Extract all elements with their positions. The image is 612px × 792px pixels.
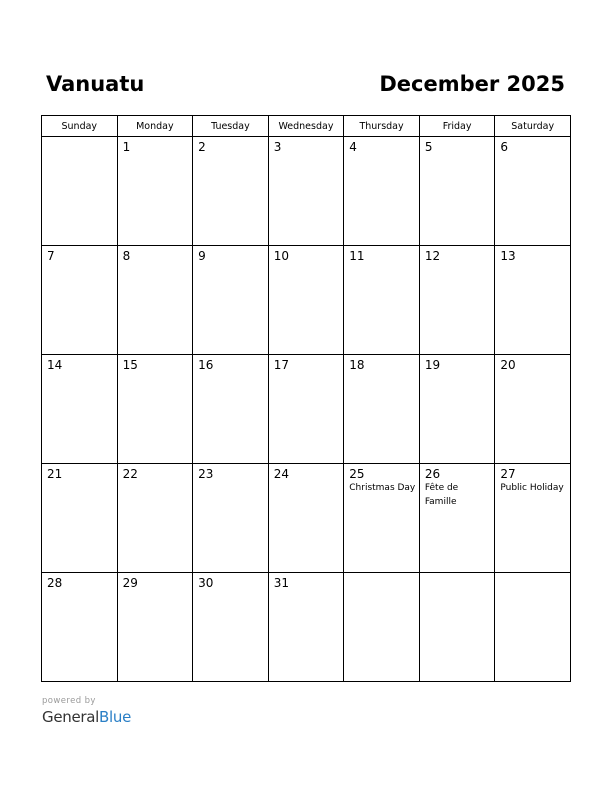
logo-general-text: General bbox=[42, 708, 100, 726]
day-number: 15 bbox=[122, 358, 138, 372]
day-cell bbox=[193, 573, 269, 682]
day-cell bbox=[344, 573, 420, 682]
day-cell bbox=[193, 355, 269, 464]
day-number: 31 bbox=[273, 576, 289, 590]
day-number: 16 bbox=[198, 358, 214, 372]
day-number: 3 bbox=[273, 140, 282, 154]
day-number: 17 bbox=[273, 358, 289, 372]
day-number: 28 bbox=[47, 576, 63, 590]
generalblue-branding bbox=[42, 696, 131, 727]
day-cell bbox=[419, 464, 495, 573]
day-cell bbox=[117, 573, 193, 682]
day-cell bbox=[193, 464, 269, 573]
day-cell bbox=[117, 355, 193, 464]
week-row bbox=[42, 464, 571, 573]
day-number: 2 bbox=[198, 140, 206, 154]
day-cell bbox=[344, 355, 420, 464]
day-cell bbox=[419, 573, 495, 682]
day-number: 19 bbox=[424, 358, 441, 372]
day-number: 24 bbox=[273, 467, 289, 481]
day-number: 12 bbox=[424, 249, 441, 263]
day-cell bbox=[42, 573, 118, 682]
day-number: 11 bbox=[349, 249, 365, 263]
weekday-header-saturday: Saturday bbox=[495, 116, 571, 137]
day-cell bbox=[193, 246, 269, 355]
month-year-title: December 2025 bbox=[379, 72, 565, 96]
day-number: 8 bbox=[122, 249, 131, 263]
day-number: 21 bbox=[47, 467, 63, 481]
holiday-label-public-holiday: Public Holiday bbox=[500, 483, 564, 493]
day-number: 5 bbox=[424, 140, 433, 154]
day-cell bbox=[344, 246, 420, 355]
day-cell bbox=[495, 246, 571, 355]
week-row bbox=[42, 355, 571, 464]
day-number: 23 bbox=[198, 467, 214, 481]
day-cell bbox=[344, 137, 420, 246]
weekday-header-wednesday: Wednesday bbox=[268, 116, 344, 137]
day-number: 4 bbox=[349, 140, 357, 154]
day-number: 13 bbox=[500, 249, 516, 263]
holiday-label-fete-de-famille: Fête de Famille bbox=[424, 483, 459, 507]
generalblue-logo bbox=[42, 707, 131, 727]
day-cell bbox=[193, 137, 269, 246]
day-cell bbox=[42, 355, 118, 464]
weekday-header-tuesday: Tuesday bbox=[193, 116, 269, 137]
day-number: 26 bbox=[424, 467, 441, 481]
day-number: 25 bbox=[349, 467, 365, 481]
day-cell bbox=[419, 246, 495, 355]
weekday-header-friday: Friday bbox=[419, 116, 495, 137]
day-number: 1 bbox=[122, 140, 131, 154]
day-cell bbox=[42, 137, 118, 246]
country-title: Vanuatu bbox=[46, 72, 145, 96]
week-row bbox=[42, 573, 571, 682]
day-number: 27 bbox=[500, 467, 516, 481]
day-number: 9 bbox=[198, 249, 206, 263]
week-row bbox=[42, 137, 571, 246]
day-number: 18 bbox=[349, 358, 365, 372]
day-cell bbox=[42, 246, 118, 355]
day-cell bbox=[268, 137, 344, 246]
day-cell bbox=[495, 355, 571, 464]
day-cell bbox=[419, 355, 495, 464]
weekday-header-sunday: Sunday bbox=[42, 116, 118, 137]
day-number: 22 bbox=[122, 467, 138, 481]
day-cell bbox=[268, 355, 344, 464]
calendar-grid bbox=[41, 115, 571, 682]
day-cell bbox=[117, 464, 193, 573]
day-cell bbox=[42, 464, 118, 573]
day-number: 14 bbox=[47, 358, 63, 372]
day-cell bbox=[268, 246, 344, 355]
holiday-label-christmas: Christmas Day bbox=[349, 483, 416, 493]
day-cell bbox=[495, 137, 571, 246]
day-cell bbox=[268, 573, 344, 682]
day-cell bbox=[344, 464, 420, 573]
powered-by-text: powered by bbox=[42, 696, 96, 706]
day-cell bbox=[117, 246, 193, 355]
weekday-header-thursday: Thursday bbox=[344, 116, 420, 137]
day-cell bbox=[495, 573, 571, 682]
day-cell bbox=[419, 137, 495, 246]
day-number: 10 bbox=[273, 249, 289, 263]
weekday-header-row bbox=[42, 116, 571, 137]
day-cell bbox=[495, 464, 571, 573]
day-number: 30 bbox=[198, 576, 214, 590]
day-number: 7 bbox=[47, 249, 55, 263]
day-cell bbox=[268, 464, 344, 573]
week-row bbox=[42, 246, 571, 355]
day-cell bbox=[117, 137, 193, 246]
day-number: 29 bbox=[122, 576, 138, 590]
weekday-header-monday: Monday bbox=[117, 116, 193, 137]
day-number: 20 bbox=[500, 358, 516, 372]
logo-blue-text: Blue bbox=[99, 708, 132, 726]
day-number: 6 bbox=[500, 140, 509, 154]
